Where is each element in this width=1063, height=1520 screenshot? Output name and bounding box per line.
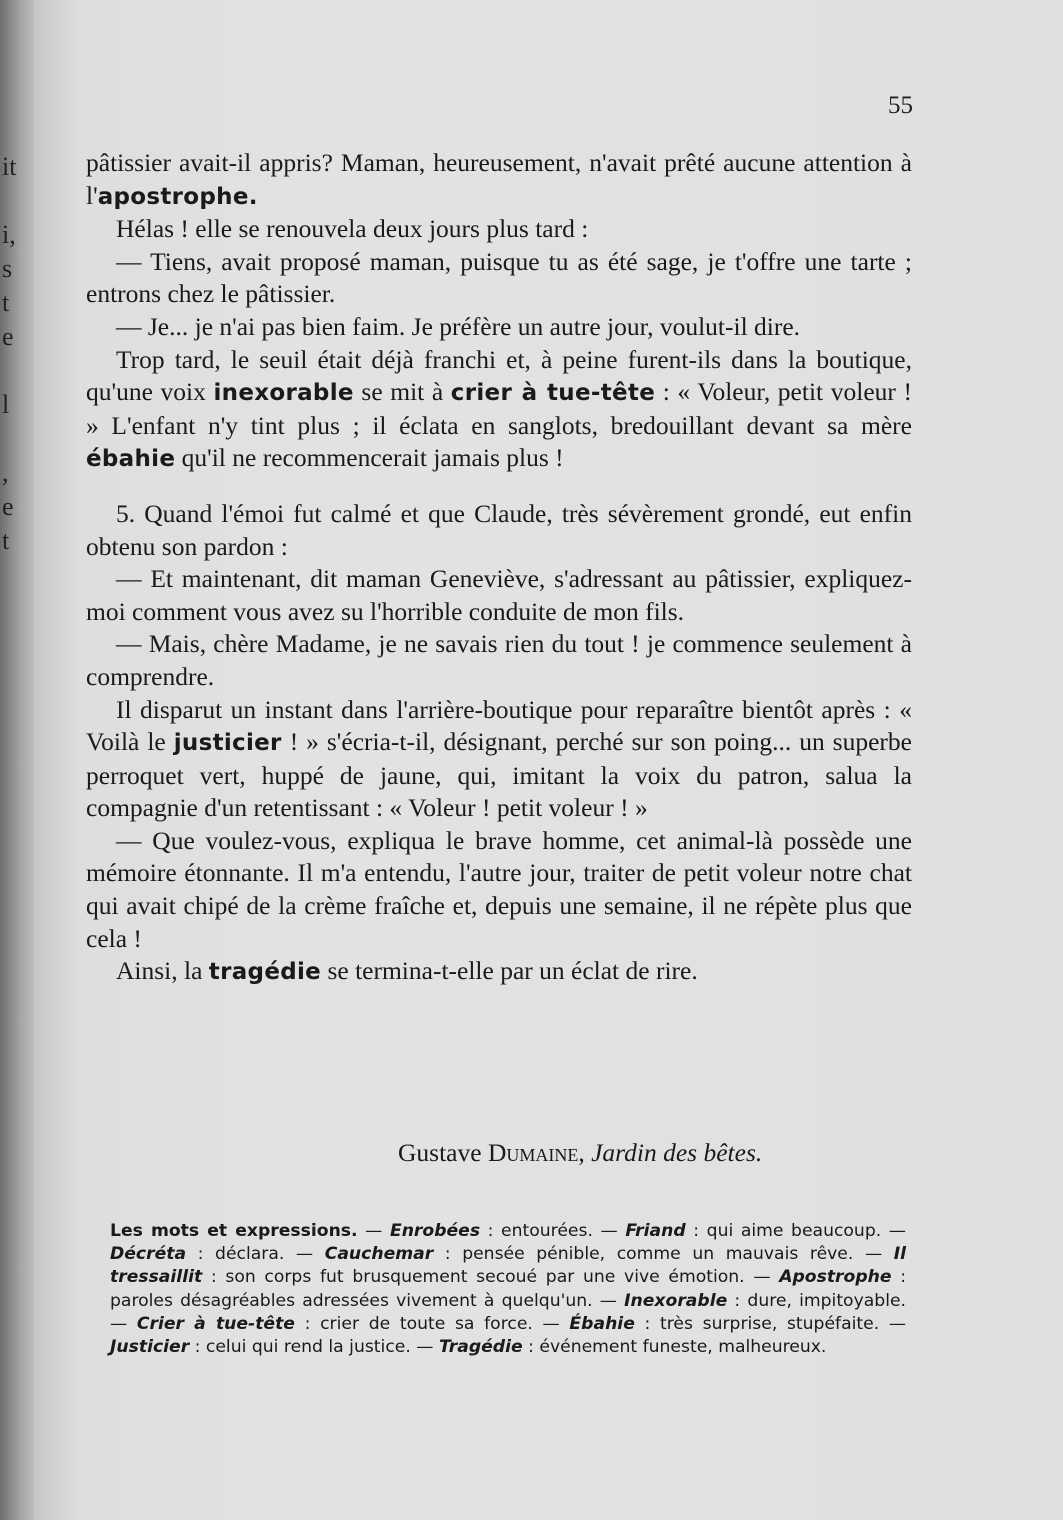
paragraph (86, 955, 912, 989)
glossary-colon: : (189, 1337, 206, 1358)
glossary-colon: : (685, 1221, 707, 1241)
glossary-colon: : (294, 1313, 321, 1334)
glossary-colon: : (891, 1267, 907, 1288)
text-run: 5. Quand l'émoi fut calmé et que Claude, très sévèrement grondé, eut enfin obtenu son pardon : (86, 498, 912, 561)
glossary-term: Enrobées (389, 1221, 481, 1241)
glossary-definition: entourées. (501, 1221, 593, 1241)
text-run: Trop tard, le seuil était déjà franchi et, à peine furent-ils dans la boutique, qu'une voix (86, 344, 912, 407)
text-run: — Que voulez-vous, expliqua le brave homme, cet animal-là possède une mémoire étonnante. Il m'a entendu, l'autre jour, traiter de petit voleur notre chat qui avait chipé de la crème fraîche et, depuis une semaine, il ne répète plus que cela ! (86, 825, 912, 953)
glossary-colon: : (433, 1244, 463, 1265)
glossary-dash: — (110, 1313, 137, 1334)
text-run: Hélas ! elle se renouvela deux jours plus tard : (116, 214, 589, 244)
glossary-definition: événement funeste, malheureux. (539, 1337, 827, 1358)
glossary-dash: — (592, 1221, 626, 1241)
paragraph (86, 147, 912, 213)
text-run: — Et maintenant, dit maman Geneviève, s'adressant au pâtissier, expliquez-moi comment vous avez su l'horrible conduite de mon fils. (86, 564, 912, 626)
glossary-definition: son corps fut brusquement secoué par une vive émotion. (225, 1267, 745, 1288)
author-last-name: Dumaine (487, 1138, 579, 1167)
glossary-dash: — (879, 1313, 907, 1334)
text-run: pâtissier avait-il appris? Maman, heureusement, n'avait prêté aucune attention à l' (86, 148, 912, 210)
work-title: Jardin des bêtes. (591, 1138, 763, 1167)
glossary-definition: très surprise, stupéfaite. (660, 1313, 880, 1334)
key-word: crier à tue-tête (450, 380, 656, 407)
paragraph (86, 311, 912, 344)
gutter-fragment: t (2, 526, 10, 555)
key-word: ébahie (86, 446, 176, 473)
glossary-dash: — (410, 1337, 439, 1358)
text-run: — Je... je n'ai pas bien faim. Je préfère un autre jour, voulut-il dire. (116, 311, 801, 341)
text-run: qu'il ne recommencerait jamais plus ! (175, 443, 564, 473)
text-run: se mit à (353, 377, 451, 407)
page-number: 55 (888, 92, 913, 119)
paragraph (86, 825, 912, 955)
paragraph (86, 213, 912, 246)
glossary-colon: : (186, 1244, 216, 1265)
gutter-fragment: s (2, 254, 13, 283)
text-run: se termina-t-elle par un éclat de rire. (321, 956, 698, 986)
gutter-fragment: l (2, 390, 10, 419)
text-run: Ainsi, la (116, 956, 209, 986)
paragraph (86, 563, 912, 628)
glossary-dash: — (744, 1267, 780, 1288)
paragraph (86, 246, 912, 311)
text-run: — Tiens, avait proposé maman, puisque tu as été sage, je t'offre une tarte ; entrons chez le pâtissier. (86, 246, 912, 309)
gutter-fragment (0, 354, 30, 388)
glossary-dash: — (532, 1313, 570, 1334)
glossary-colon: : (202, 1267, 226, 1288)
attribution-separator: , (578, 1138, 592, 1167)
key-word: apostrophe. (97, 183, 258, 210)
glossary-colon: : (480, 1221, 502, 1241)
glossary-definition: qui aime beaucoup. (706, 1221, 882, 1241)
paragraph (86, 628, 912, 693)
facing-page-fragments (0, 150, 30, 558)
glossary-term: Justicier (110, 1337, 190, 1358)
vocabulary-glossary (110, 1220, 906, 1359)
glossary-colon: : (522, 1337, 540, 1358)
glossary-dash: — (881, 1221, 906, 1241)
glossary-term: Friand (625, 1221, 686, 1241)
glossary-definition: paroles désagréables adressées vivement à quelqu'un. (110, 1290, 593, 1311)
author-first-name: Gustave (398, 1138, 488, 1167)
glossary-dash: — (284, 1244, 325, 1265)
gutter-fragment: it (2, 152, 17, 181)
gutter-fragment: , (2, 458, 9, 487)
gutter-fragment (0, 184, 30, 218)
key-word: justicier (173, 730, 282, 757)
gutter-fragment: t (2, 288, 10, 317)
glossary-definition: dure, impitoyable. (747, 1290, 907, 1311)
facing-page-edge (0, 0, 34, 1520)
text-run: — Mais, chère Madame, je ne savais rien du tout ! je commence seulement à comprendre. (86, 629, 912, 691)
glossary-definition: pensée pénible, comme un mauvais rêve. (462, 1244, 854, 1265)
gutter-fragment: e (2, 322, 14, 351)
glossary-definition: déclara. (215, 1244, 285, 1265)
key-word: tragédie (208, 959, 322, 986)
gutter-fragment (0, 422, 30, 456)
glossary-definition: crier de toute sa force. (320, 1313, 533, 1334)
paragraph (86, 694, 912, 825)
glossary-term: Tragédie (438, 1337, 523, 1358)
glossary-definition: celui qui rend la justice. (205, 1337, 411, 1358)
glossary-term: Décréta (110, 1244, 187, 1265)
text-run: ! » s'écria-t-il, désignant, perché sur son poing... un superbe perroquet vert, huppé de jaune, qui, imitant la voix du patron, salua la compagnie d'un retentissant : « Voleur ! petit voleur ! » (86, 727, 912, 823)
text-run: Il disparut un instant dans l'arrière-boutique pour reparaître bientôt après : « Voilà le (86, 694, 912, 757)
glossary-term: Crier à tue-tête (136, 1313, 295, 1334)
gutter-fragment: e (2, 492, 14, 521)
attribution (398, 1138, 762, 1168)
paragraph (86, 498, 912, 563)
paragraph (86, 344, 912, 476)
glossary-term: Il tressaillit (110, 1244, 907, 1288)
key-word: inexorable (213, 380, 354, 407)
glossary-term: Apostrophe (779, 1267, 892, 1288)
glossary-colon: : (727, 1290, 748, 1311)
gutter-fragment: i, (2, 220, 16, 249)
glossary-colon: : (634, 1313, 660, 1334)
glossary-term: Cauchemar (324, 1244, 434, 1265)
glossary-dash: — (853, 1244, 894, 1265)
glossary-term: Ébahie (569, 1313, 635, 1334)
glossary-dash: — (592, 1290, 625, 1311)
glossary-heading: Les mots et expressions. (110, 1221, 358, 1241)
glossary-term: Inexorable (624, 1290, 728, 1311)
glossary-dash: — (357, 1221, 390, 1241)
story-text (86, 147, 912, 989)
text-run: : « Voleur, petit voleur ! » L'enfant n'y tint plus ; il éclata en sanglots, bredouillant devant sa mère (86, 377, 912, 440)
